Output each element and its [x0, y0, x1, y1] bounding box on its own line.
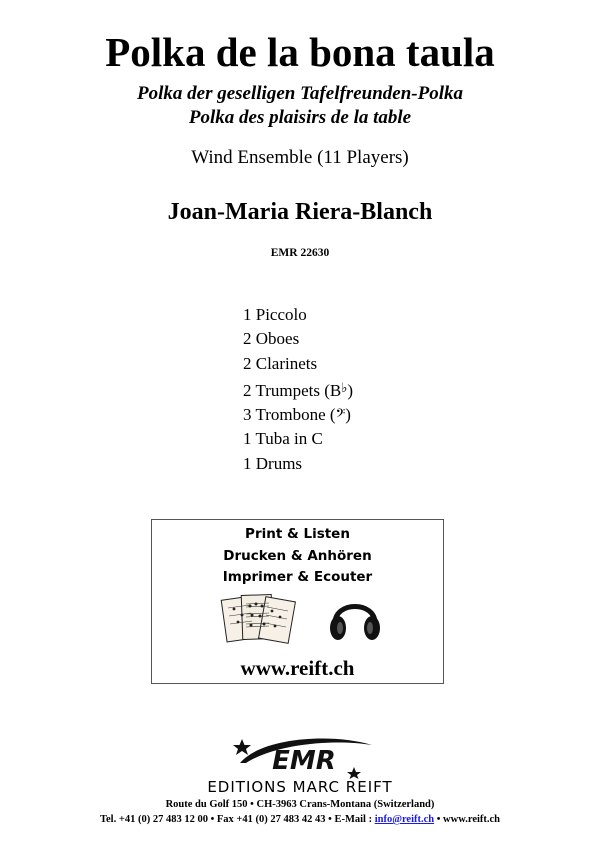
instrument-suffix: ) — [345, 405, 351, 425]
publisher-address: Route du Golf 150 • CH-3963 Crans-Montana (Switzerland) — [165, 799, 435, 810]
instrument-item — [243, 452, 353, 476]
instrument-item — [243, 303, 353, 327]
instrument-text: 2 Trumpets (B — [243, 380, 342, 400]
emr-logo-text: EMR — [272, 746, 336, 776]
instrument-item — [243, 403, 353, 427]
publisher-contact — [0, 813, 600, 826]
publisher-name: EDITIONS MARC REIFT — [207, 778, 393, 796]
instrument-text: 1 Tuba in C — [243, 429, 323, 449]
instrument-list — [243, 303, 353, 476]
instrument-item — [243, 352, 353, 376]
contact-website: • www.reift.ch — [434, 814, 501, 825]
subtitle-french: Polka des plaisirs de la table — [188, 107, 412, 128]
instrument-suffix: ) — [347, 380, 354, 400]
promo-line-english: Print & Listen — [245, 526, 350, 542]
instrument-item — [243, 427, 353, 451]
instrument-text: 2 Oboes — [243, 329, 300, 349]
instrument-text: 1 Drums — [243, 453, 303, 473]
contact-phone-fax: Tel. +41 (0) 27 483 12 00 • Fax +41 (0) 27 483 42 43 • E-Mail : — [99, 814, 375, 825]
instrument-item — [243, 376, 353, 403]
catalog-number: EMR 22630 — [270, 247, 330, 259]
instrument-item — [243, 327, 353, 351]
print-listen-box — [151, 519, 444, 684]
email-link[interactable]: info@reift.ch — [374, 814, 435, 825]
instrument-text: 3 Trombone ( — [243, 405, 336, 425]
page-title: Polka de la bona taula — [105, 29, 495, 75]
composer-name: Joan-Maria Riera-Blanch — [167, 199, 433, 225]
bass-clef-symbol: 𝄢 — [335, 406, 346, 425]
flat-symbol: ♭ — [341, 379, 348, 395]
emr-logo — [222, 733, 382, 779]
headphones-icon — [327, 591, 383, 645]
ensemble-label: Wind Ensemble (11 Players) — [191, 147, 409, 168]
promo-line-french: Imprimer & Ecouter — [222, 569, 373, 585]
instrument-text: 1 Piccolo — [243, 305, 307, 324]
sheet-music-icon — [220, 590, 296, 646]
subtitle-german: Polka der geselligen Tafelfreunden-Polka — [137, 83, 463, 104]
instrument-text: 2 Clarinets — [243, 353, 318, 373]
website-link[interactable]: www.reift.ch — [240, 656, 355, 680]
promo-line-german: Drucken & Anhören — [223, 548, 372, 564]
